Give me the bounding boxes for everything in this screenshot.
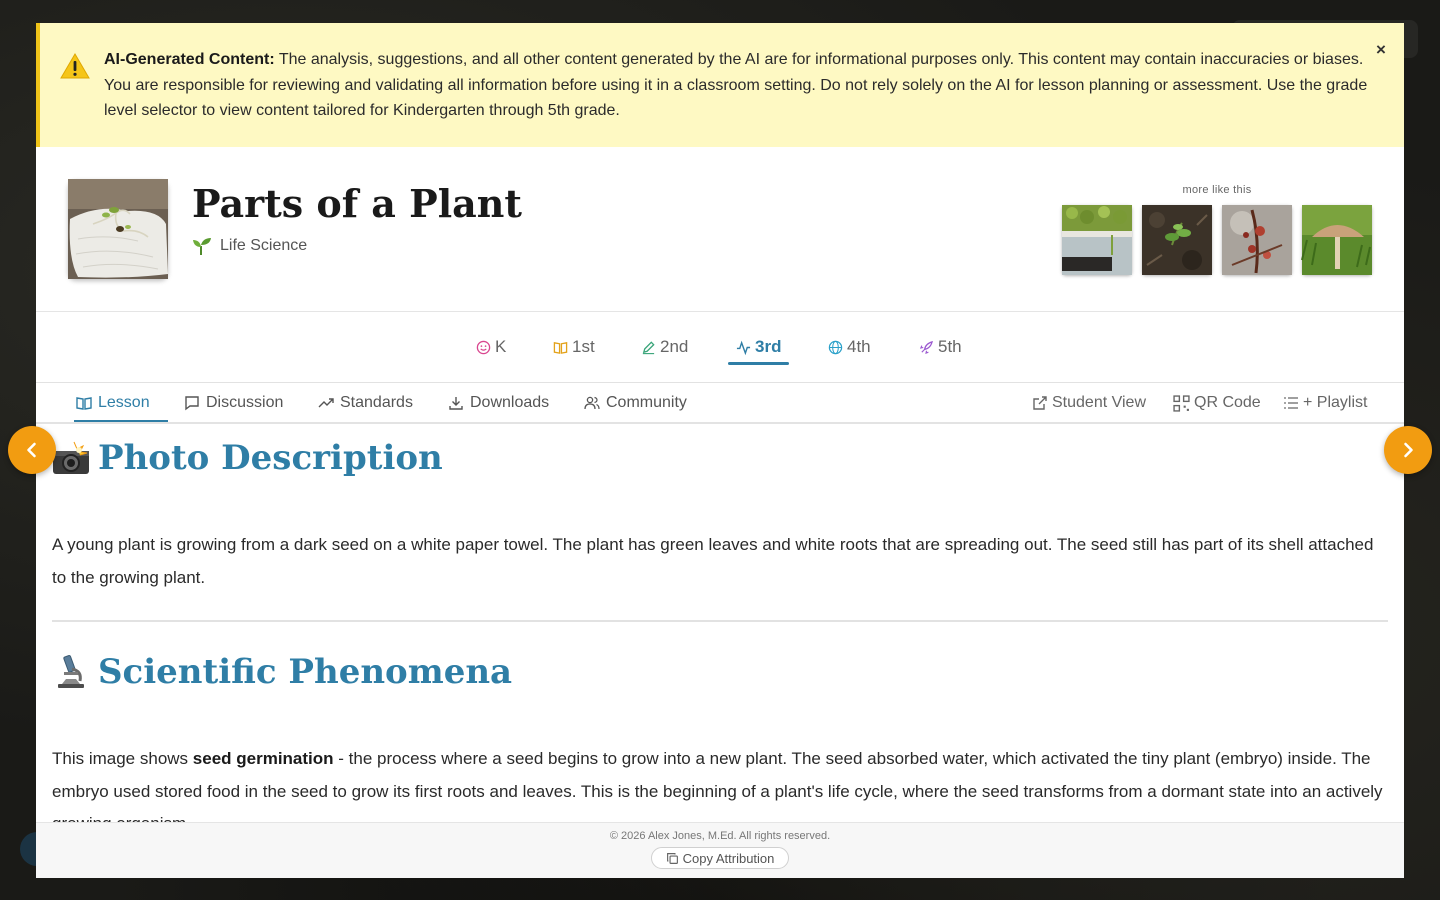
lesson-header bbox=[36, 147, 1404, 312]
tab-downloads[interactable] bbox=[448, 393, 549, 413]
action-label: Student View bbox=[1052, 394, 1146, 411]
qr-code-icon bbox=[1173, 395, 1190, 412]
subject-tag bbox=[192, 235, 307, 257]
grade-selector bbox=[36, 312, 1404, 383]
rocket-icon bbox=[919, 340, 934, 355]
users-icon bbox=[584, 395, 600, 411]
grade-tab-5th[interactable] bbox=[919, 334, 962, 360]
page-title: Parts of a Plant bbox=[192, 181, 522, 226]
tab-standards[interactable] bbox=[318, 393, 413, 413]
related-thumbnail[interactable] bbox=[1062, 205, 1132, 275]
copy-attribution-button[interactable] bbox=[651, 847, 789, 869]
warning-icon bbox=[60, 53, 90, 79]
active-tab-indicator bbox=[74, 420, 168, 422]
add-playlist-button[interactable] bbox=[1283, 393, 1367, 413]
lesson-modal bbox=[36, 23, 1404, 878]
download-icon bbox=[448, 395, 464, 411]
more-like-this-label: more like this bbox=[1182, 184, 1252, 196]
smile-icon bbox=[476, 340, 491, 355]
photo-description-text: A young plant is growing from a dark seed on a white paper towel. The plant has green leaves and white roots that are spreading out. The seed still has part of its shell attached to the growing plant. bbox=[52, 535, 1374, 587]
action-label: QR Code bbox=[1194, 394, 1261, 411]
section-divider bbox=[52, 620, 1388, 622]
tab-community[interactable] bbox=[584, 393, 687, 413]
tab-label: Standards bbox=[340, 394, 413, 411]
grade-tab-1st[interactable] bbox=[553, 334, 595, 360]
book-open-icon bbox=[76, 395, 92, 411]
qr-code-button[interactable] bbox=[1173, 393, 1261, 413]
related-thumbnail[interactable] bbox=[1222, 205, 1292, 275]
action-label: + Playlist bbox=[1303, 394, 1368, 411]
pencil-icon bbox=[641, 340, 656, 355]
list-icon bbox=[1283, 395, 1299, 411]
grade-label: 2nd bbox=[660, 337, 689, 356]
tab-label: Lesson bbox=[98, 394, 150, 411]
active-grade-indicator bbox=[728, 362, 789, 365]
tab-label: Community bbox=[606, 394, 687, 411]
grade-label: 4th bbox=[847, 337, 871, 356]
phenomena-body: - the process where a seed begins to grow into a new plant. The seed absorbed water, which activated the tiny plant (embryo) inside. The embryo used stored food in the seed to grow its first roots and leaves. This is the beginning of a plant's life cycle, where the seed transforms from a dormant state into an actively bbox=[52, 749, 1383, 801]
next-button[interactable] bbox=[1384, 426, 1432, 474]
grade-tab-3rd[interactable] bbox=[736, 334, 781, 360]
tab-label: Downloads bbox=[470, 394, 550, 411]
globe-icon bbox=[828, 340, 843, 355]
lesson-content bbox=[52, 426, 1388, 822]
section-title: Photo Description bbox=[98, 438, 443, 478]
tab-lesson[interactable] bbox=[76, 393, 150, 413]
sprout-icon bbox=[192, 236, 212, 256]
close-icon[interactable]: × bbox=[1376, 40, 1386, 59]
grade-label: 1st bbox=[572, 337, 595, 356]
tab-discussion[interactable] bbox=[184, 393, 283, 413]
subject-label: Life Science bbox=[220, 237, 308, 254]
chevron-right-icon bbox=[1399, 441, 1417, 459]
phenomena-keyword: seed germination bbox=[192, 749, 334, 768]
book-icon bbox=[553, 340, 568, 355]
grade-tab-4th[interactable] bbox=[828, 334, 871, 360]
tab-label: Discussion bbox=[206, 394, 284, 411]
external-link-icon bbox=[1032, 395, 1048, 411]
grade-label: 5th bbox=[938, 337, 962, 356]
grade-label: 3rd bbox=[755, 337, 782, 356]
grade-label: K bbox=[495, 337, 507, 356]
copy-attribution-label: Copy Attribution bbox=[682, 850, 775, 866]
previous-button[interactable] bbox=[8, 426, 56, 474]
copyright-text: © 2026 Alex Jones, M.Ed. All rights reserved. bbox=[609, 830, 831, 842]
section-heading-phenomena bbox=[52, 652, 512, 692]
camera-flash-icon bbox=[52, 441, 90, 475]
ai-warning-banner bbox=[36, 23, 1404, 147]
student-view-button[interactable] bbox=[1032, 393, 1146, 413]
banner-body: The analysis, suggestions, and all other content generated by the AI are for informational purposes only. This content may contain inaccuracies or biases. You are responsible for reviewing and validating all information before using it in a classroom setting. Do not rely solely on the AI for lesson planning or assessment. Use the grade level selector to view content tailored for Kindergarten through 5th grade. bbox=[104, 51, 1368, 119]
related-thumbnail[interactable] bbox=[1302, 205, 1372, 275]
grade-tab-2nd[interactable] bbox=[641, 334, 688, 360]
banner-message bbox=[104, 47, 1384, 124]
chat-bubble-icon bbox=[184, 395, 200, 411]
lesson-thumbnail bbox=[68, 179, 168, 279]
trending-up-icon bbox=[318, 395, 334, 411]
modal-footer bbox=[36, 822, 1404, 878]
lesson-tabs bbox=[36, 383, 1404, 424]
banner-title: AI-Generated Content: bbox=[104, 51, 275, 68]
related-thumbnail[interactable] bbox=[1142, 205, 1212, 275]
chevron-left-icon bbox=[23, 441, 41, 459]
grade-tab-k[interactable] bbox=[476, 334, 506, 360]
copy-icon bbox=[666, 852, 679, 865]
microscope-icon bbox=[52, 655, 90, 689]
section-heading-photo bbox=[52, 438, 443, 478]
activity-icon bbox=[736, 340, 751, 355]
section-title: Scientific Phenomena bbox=[98, 652, 513, 692]
phenomena-prefix: This image shows bbox=[52, 749, 193, 768]
